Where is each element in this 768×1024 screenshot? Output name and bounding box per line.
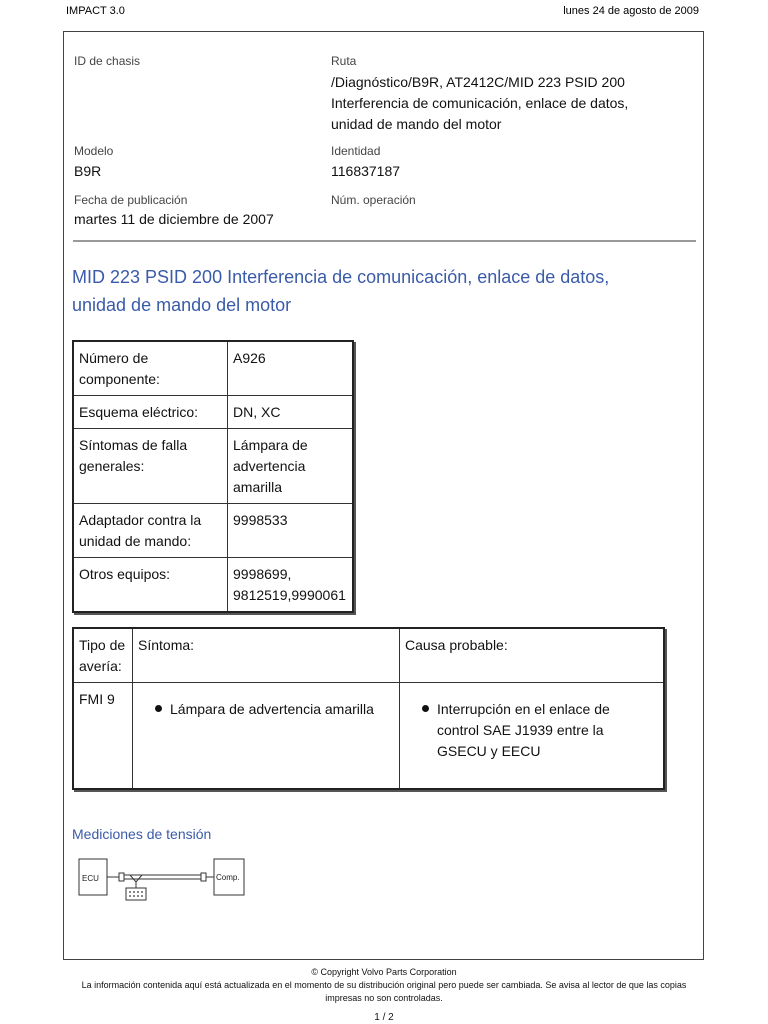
table-cell-value (228, 341, 354, 396)
footer-disclaimer (0, 979, 768, 1005)
disclaimer-line: La información contenida aquí está actualizada en el momento de su distribución original pero puede ser cambiada. Se avisa al lector de que las copias (81, 980, 687, 990)
cell-text: A926 (233, 350, 266, 366)
symptom-bullet (133, 683, 399, 720)
cause-bullet (400, 683, 663, 762)
table-row (73, 558, 353, 613)
table-cell-label (73, 504, 228, 558)
title-line: MID 223 PSID 200 Interferencia de comunicación, enlace de datos, (72, 267, 610, 287)
cell-text: Lámpara de (233, 437, 308, 453)
disclaimer-line: impresas no son controladas. (325, 993, 443, 1003)
cell-text: 9998699, (233, 566, 292, 582)
table-row (73, 341, 353, 396)
table-row (73, 429, 353, 504)
pubdate-value: martes 11 de diciembre de 2007 (74, 211, 274, 227)
route-line: unidad de mando del motor (331, 116, 502, 132)
cause-line: control SAE J1939 entre la (437, 722, 604, 738)
bullet-icon (155, 705, 162, 712)
cell-text: componente: (79, 371, 160, 387)
table-cell-label (73, 396, 228, 429)
symptom-text: Lámpara de advertencia amarilla (170, 701, 374, 717)
ecu-label: ECU (82, 874, 99, 883)
cause-line: Interrupción en el enlace de (437, 701, 610, 717)
cell-text: Tipo de (79, 637, 126, 653)
wiring-diagram (78, 854, 253, 906)
operation-label: Núm. operación (331, 193, 416, 207)
table-cell-label (73, 341, 228, 396)
identity-value: 116837187 (331, 163, 401, 179)
cell-text: generales: (79, 458, 145, 474)
cell-text: DN, XC (233, 404, 281, 420)
table-row (73, 504, 353, 558)
route-line: Interferencia de comunicación, enlace de datos, (331, 95, 629, 111)
measurements-title: Mediciones de tensión (72, 826, 212, 842)
document-title (72, 263, 672, 319)
table-cell-value (228, 429, 354, 504)
cell-text: Síntomas de falla (79, 437, 188, 453)
cell-text: Esquema eléctrico: (79, 404, 199, 420)
print-date: lunes 24 de agosto de 2009 (563, 5, 699, 17)
model-label: Modelo (74, 144, 114, 158)
route-label: Ruta (331, 54, 357, 68)
component-table (72, 340, 354, 613)
component-label: Comp. (216, 873, 240, 882)
app-name: IMPACT 3.0 (66, 5, 125, 17)
pubdate-label: Fecha de publicación (74, 193, 188, 207)
branch (130, 875, 142, 888)
table-cell-value (228, 558, 354, 613)
table-row (73, 396, 353, 429)
cell-symptom (133, 683, 400, 789)
footer-copyright: © Copyright Volvo Parts Corporation (311, 967, 457, 977)
fault-table (72, 627, 665, 790)
cell-text: amarilla (233, 479, 283, 495)
cell-cause (400, 683, 665, 789)
cell-text: unidad de mando: (79, 533, 192, 549)
route-line: /Diagnóstico/B9R, AT2412C/MID 223 PSID 200 (331, 74, 625, 90)
cell-text: avería: (79, 658, 122, 674)
bullet-icon (422, 705, 429, 712)
header-cell-type (73, 628, 133, 683)
document-frame (63, 31, 704, 960)
chassis-label: ID de chasis (74, 54, 141, 68)
cell-text: Adaptador contra la (79, 512, 202, 528)
cell-text: 9998533 (233, 512, 288, 528)
header-divider (73, 240, 696, 242)
route-value (331, 72, 628, 135)
table-cell-value (228, 504, 354, 558)
cell-text: Otros equipos: (79, 566, 171, 582)
cause-text (437, 699, 610, 762)
cell-text: advertencia (233, 458, 306, 474)
title-line: unidad de mando del motor (72, 295, 292, 315)
table-cell-label (73, 429, 228, 504)
table-cell-label (73, 558, 228, 613)
header-cell-symptom: Síntoma: (133, 628, 400, 683)
model-value: B9R (74, 163, 102, 179)
cell-text: 9812519,9990061 (233, 587, 346, 603)
table-row (73, 683, 664, 789)
cell-text: Número de (79, 350, 149, 366)
breakout-box (126, 888, 146, 900)
cause-line: GSECU y EECU (437, 743, 541, 759)
connector (201, 873, 206, 881)
table-header-row (73, 628, 664, 683)
table-cell-value (228, 396, 354, 429)
page-number: 1 / 2 (374, 1012, 394, 1023)
cell-fault-type: FMI 9 (73, 683, 133, 789)
header-cell-cause: Causa probable: (400, 628, 665, 683)
identity-label: Identidad (331, 144, 381, 158)
connector (119, 873, 124, 881)
